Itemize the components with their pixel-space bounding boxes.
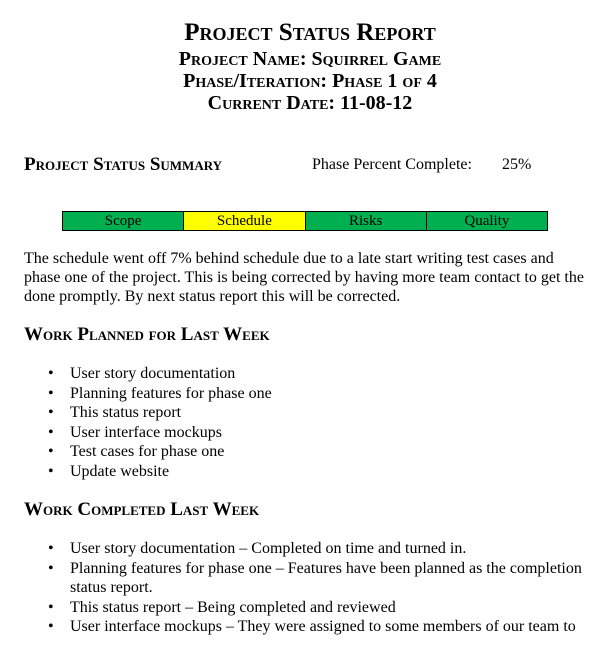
list-item: • Planning features for phase one	[70, 384, 272, 404]
list-item: • User story documentation	[70, 364, 272, 384]
status-quality: Quality	[427, 212, 547, 230]
status-bar	[62, 211, 548, 231]
summary-row	[24, 154, 584, 178]
phase-percent-value: 25%	[502, 156, 532, 173]
list-item: • Test cases for phase one	[70, 442, 272, 462]
planned-heading: Work Planned for Last Week	[24, 324, 270, 345]
completed-heading: Work Completed Last Week	[24, 499, 260, 520]
report-header	[0, 18, 600, 114]
summary-heading: Project Status Summary	[24, 154, 223, 175]
summary-paragraph: The schedule went off 7% behind schedule due to a late start writing test cases and phase one of the project. This is being corrected by having more team contact to get the done promptly. By next status report this will be corrected.	[24, 250, 584, 305]
status-scope: Scope	[63, 212, 184, 230]
list-item: • This status report	[70, 403, 272, 423]
list-item: • User interface mockups – They were assigned to some members of our team to	[70, 617, 600, 637]
list-item: • Planning features for phase one – Features have been planned as the completion status report.	[70, 559, 600, 598]
list-item: • This status report – Being completed and reviewed	[70, 598, 600, 618]
list-item: • User interface mockups	[70, 423, 272, 443]
report-title: Project Status Report	[184, 19, 436, 46]
project-name: Project Name: Squirrel Game	[178, 48, 442, 70]
phase-percent-label: Phase Percent Complete:	[312, 156, 472, 173]
status-risks: Risks	[306, 212, 427, 230]
completed-list	[50, 539, 600, 637]
list-item: • Update website	[70, 462, 272, 482]
status-schedule: Schedule	[184, 212, 305, 230]
planned-list	[50, 364, 272, 481]
current-date: Current Date: 11-08-12	[207, 92, 413, 114]
list-item: • User story documentation – Completed on time and turned in.	[70, 539, 600, 559]
phase-iteration: Phase/Iteration: Phase 1 of 4	[183, 70, 437, 92]
